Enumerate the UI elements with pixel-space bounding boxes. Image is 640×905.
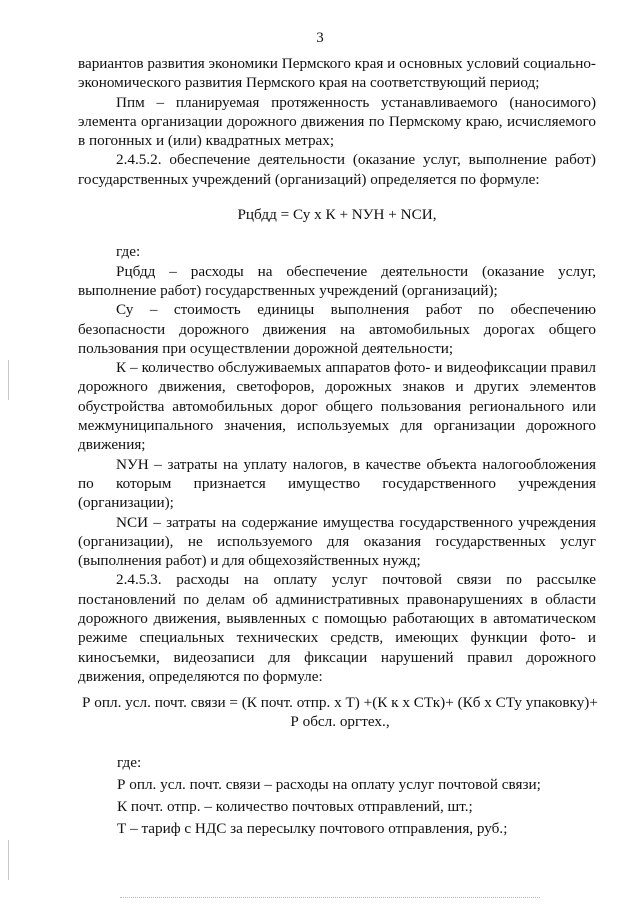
definition-k-pocht: К почт. отпр. – количество почтовых отправлений, шт.; (117, 798, 473, 815)
definition-t: Т – тариф с НДС за пересылку почтового отправления, руб.; (117, 820, 508, 837)
definition-k: К – количество обслуживаемых аппаратов фото- и видеофиксации правил дорожного движения, светофоров, дорожных знаков и других элементов обустройства автомобильных дорог общего пользования регионального или межмуниципального значения, используемых для организации дорожного движения; (78, 359, 596, 454)
scan-edge-mark (8, 360, 9, 400)
definition-p-opl: Р опл. усл. почт. связи – расходы на оплату услуг почтовой связи; (117, 776, 541, 793)
paragraph-continuation: вариантов развития экономики Пермского края и основных условий социально-экономического развития Пермского края на соответствующий период; (78, 55, 596, 92)
formula-rcbdd: Рцбдд = Су х К + NУН + NСИ, (237, 206, 437, 224)
where-label: где: (116, 243, 141, 261)
formula-postal (60, 693, 620, 732)
paragraph-ppm: Ппм – планируемая протяженность устанавливаемого (наносимого) элемента организации дорожного движения по Пермскому краю, исчисляемого в погонных и (или) квадратных метрах; (78, 93, 596, 150)
postal-definitions (117, 752, 597, 840)
formula-postal-line2: Р обсл. оргтех., (290, 713, 390, 731)
definition-nun: NУН – затраты на уплату налогов, в качестве объекта налогообложения по которым признается имущество государственного учреждения (организации); (78, 455, 596, 512)
page-number: 3 (316, 30, 324, 46)
definition-rcbdd: Рцбдд – расходы на обеспечение деятельности (оказание услуг, выполнение работ) государственных учреждений (организаций); (78, 262, 596, 299)
scan-edge-mark (8, 840, 9, 880)
paragraph-2-4-5-3: 2.4.5.3. расходы на оплату услуг почтовой связи по рассылке постановлений по делам об административных правонарушениях в области дорожного движения, выявленных с помощью работающих в автоматическом режиме специальных технических средств, имеющих функции фото- и киносъемки, видеозаписи для фиксации нарушений правил дорожного движения, определяются по формуле: (78, 571, 596, 685)
document-body (78, 54, 596, 686)
where-label-2: где: (117, 754, 142, 771)
paragraph-2-4-5-2: 2.4.5.2. обеспечение деятельности (оказание услуг, выполнение работ) государственных учреждений (организаций) определяется по формуле: (78, 151, 596, 188)
definition-su: Су – стоимость единицы выполнения работ по обеспечению безопасности дорожного движения на автомобильных дорогах общего пользования при осуществлении дорожной деятельности; (78, 301, 596, 357)
scan-artifact (120, 897, 540, 899)
definition-nsi: NСИ – затраты на содержание имущества государственного учреждения (организации), не используемого для оказания государственных услуг (выполнения работ) и для общехозяйственных нужд; (78, 513, 596, 570)
formula-postal-line1: Р опл. усл. почт. связи = (К почт. отпр. х Т) +(К к х СТк)+ (Кб х СТу упаковку)+ (82, 694, 598, 711)
